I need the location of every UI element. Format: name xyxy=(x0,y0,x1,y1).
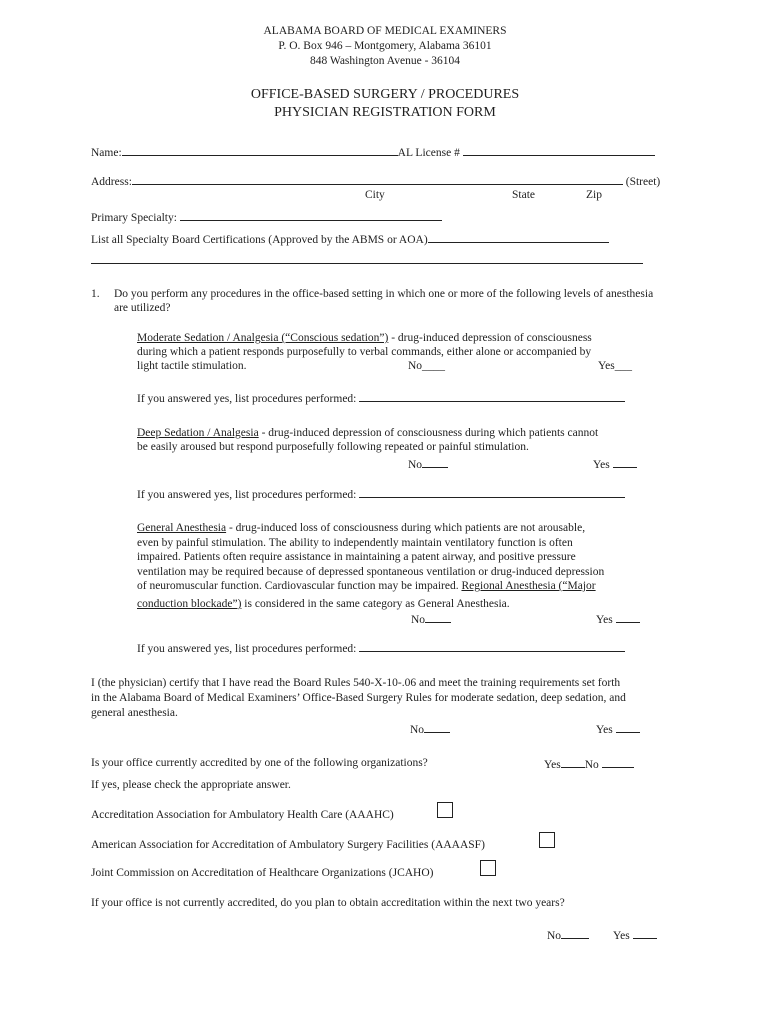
license-label: AL License # xyxy=(397,147,460,159)
question-text-2: are utilized? xyxy=(114,302,171,314)
certify-no-label: No xyxy=(410,724,425,736)
deep-line2: be easily aroused but respond purposefully following repeated or painful stimulation. xyxy=(137,441,529,453)
deep-no[interactable] xyxy=(408,456,448,473)
specialty-row xyxy=(91,209,442,226)
moderate-definition xyxy=(137,331,592,346)
city-label: City xyxy=(365,189,385,201)
deep-rest: - drug-induced depression of consciousness during which patients cannot xyxy=(258,427,599,439)
moderate-line3: light tactile stimulation. xyxy=(137,360,247,372)
org-address-po: P. O. Box 946 – Montgomery, Alabama 36101 xyxy=(278,40,492,52)
accredited-question: Is your office currently accredited by one of the following organizations? xyxy=(91,757,428,769)
general-rest: - drug-induced loss of consciousness during which patients are not arousable, xyxy=(226,522,586,534)
org-aaahc-label: Accreditation Association for Ambulatory Health Care (AAAHC) xyxy=(91,809,394,821)
accredited-no-blank[interactable] xyxy=(602,756,634,768)
general-line1 xyxy=(137,521,635,536)
plan-yes-label: Yes xyxy=(613,930,630,942)
moderate-line2: during which a patient responds purposefully to verbal commands, either alone or accompanied by xyxy=(137,346,592,358)
deep-definition xyxy=(137,426,598,441)
specialty-field[interactable] xyxy=(180,209,442,221)
certify-no-blank[interactable] xyxy=(424,721,450,733)
aaaasf-checkbox[interactable] xyxy=(539,832,555,848)
org-jcaho-label: Joint Commission on Accreditation of Healthcare Organizations (JCAHO) xyxy=(91,867,434,879)
deep-no-blank[interactable] xyxy=(422,456,448,468)
general-yes-blank[interactable] xyxy=(616,611,640,623)
question-number: 1. xyxy=(91,288,100,300)
moderate-yes[interactable]: Yes___ xyxy=(598,360,632,372)
general-line4: ventilation may be required because of depressed spontaneous ventilation or drug-induced depression xyxy=(137,565,605,578)
deep-yes-blank[interactable] xyxy=(613,456,637,468)
plan-yes-blank[interactable] xyxy=(633,927,657,939)
accredited-answer[interactable] xyxy=(544,756,634,773)
org-address-street: 848 Washington Avenue - 36104 xyxy=(309,55,461,67)
general-procedures-row xyxy=(137,640,625,657)
name-row xyxy=(91,144,655,161)
certify-yes-blank[interactable] xyxy=(616,721,640,733)
general-no[interactable] xyxy=(411,611,451,628)
general-no-label: No xyxy=(411,614,426,626)
plan-no-blank[interactable] xyxy=(561,927,589,939)
deep-procedures-field[interactable] xyxy=(359,486,625,498)
procedures-label: If you answered yes, list procedures performed: xyxy=(137,643,357,655)
moderate-procedures-row xyxy=(137,390,625,407)
specialty-label: Primary Specialty: xyxy=(91,212,177,224)
certify-line1: I (the physician) certify that I have read the Board Rules 540-X-10-.06 and meet the training requirements set forth xyxy=(91,677,621,689)
moderate-rest: - drug-induced depression of consciousness xyxy=(388,332,592,344)
deep-yes[interactable] xyxy=(593,456,637,473)
regional-term-end: conduction blockade”) xyxy=(137,598,242,610)
accredited-ifyes: If yes, please check the appropriate answer. xyxy=(91,779,291,791)
plan-no-label: No xyxy=(547,930,562,942)
org-name: ALABAMA BOARD OF MEDICAL EXAMINERS xyxy=(263,25,507,37)
deep-yes-label: Yes xyxy=(593,459,610,471)
accredited-yes-blank[interactable] xyxy=(561,756,585,768)
address-label: Address: xyxy=(91,176,132,188)
question-text: Do you perform any procedures in the office-based setting in which one or more of the following levels of anesthesia xyxy=(114,288,654,300)
license-field[interactable] xyxy=(463,144,655,156)
name-field[interactable] xyxy=(122,144,398,156)
certs-field-2[interactable] xyxy=(91,252,643,264)
moderate-no[interactable]: No____ xyxy=(408,360,446,372)
form-subtitle: PHYSICIAN REGISTRATION FORM xyxy=(274,105,496,120)
deep-no-label: No xyxy=(408,459,423,471)
certify-no[interactable] xyxy=(410,721,450,738)
address-field[interactable] xyxy=(132,173,623,185)
street-label: (Street) xyxy=(625,176,661,188)
org-aaaasf-label: American Association for Accreditation of Ambulatory Surgery Facilities (AAAASF) xyxy=(91,839,485,851)
certify-yes-label: Yes xyxy=(596,724,613,736)
plan-no[interactable] xyxy=(547,927,589,944)
procedures-label: If you answered yes, list procedures performed: xyxy=(137,393,357,405)
plan-question: If your office is not currently accredited, do you plan to obtain accreditation within the next two years? xyxy=(91,897,565,909)
aaahc-checkbox[interactable] xyxy=(437,802,453,818)
accredited-yes-label: Yes xyxy=(544,759,561,771)
general-line5 xyxy=(137,579,635,594)
moderate-term: Moderate Sedation / Analgesia (“Conscious sedation”) xyxy=(137,332,389,344)
zip-label: Zip xyxy=(586,189,602,201)
general-line3: impaired. Patients often require assistance in maintaining a patent airway, and positive pressure xyxy=(137,551,576,563)
certify-line3: general anesthesia. xyxy=(91,707,178,719)
accredited-no-label: No xyxy=(584,759,599,771)
certs-field[interactable] xyxy=(428,231,609,243)
plan-yes[interactable] xyxy=(613,927,657,944)
general-yes-label: Yes xyxy=(596,614,613,626)
certs-row-2 xyxy=(91,252,643,269)
certify-line2: in the Alabama Board of Medical Examiners’ Office-Based Surgery Rules for moderate sedation, deep sedation, and xyxy=(91,692,626,704)
deep-term: Deep Sedation / Analgesia xyxy=(137,427,259,439)
general-yes[interactable] xyxy=(596,611,640,628)
general-term: General Anesthesia xyxy=(137,522,227,534)
certs-row xyxy=(91,231,609,248)
procedures-label: If you answered yes, list procedures performed: xyxy=(137,489,357,501)
deep-procedures-row xyxy=(137,486,625,503)
state-label: State xyxy=(512,189,535,201)
general-no-blank[interactable] xyxy=(425,611,451,623)
general-procedures-field[interactable] xyxy=(359,640,625,652)
certs-label: List all Specialty Board Certifications (Approved by the ABMS or AOA) xyxy=(91,234,428,246)
regional-term: Regional Anesthesia (“Major xyxy=(461,580,596,592)
general-line5a: of neuromuscular function. Cardiovascular function may be impaired. xyxy=(137,580,462,592)
general-line6 xyxy=(137,597,510,612)
name-label: Name: xyxy=(91,147,122,159)
form-title: OFFICE-BASED SURGERY / PROCEDURES xyxy=(250,87,520,102)
general-line2: even by painful stimulation. The ability to independently maintain ventilatory function is often xyxy=(137,536,573,549)
general-definition xyxy=(137,521,635,594)
moderate-procedures-field[interactable] xyxy=(359,390,625,402)
general-line6-rest: is considered in the same category as General Anesthesia. xyxy=(241,598,510,610)
jcaho-checkbox[interactable] xyxy=(480,860,496,876)
certify-yes[interactable] xyxy=(596,721,640,738)
